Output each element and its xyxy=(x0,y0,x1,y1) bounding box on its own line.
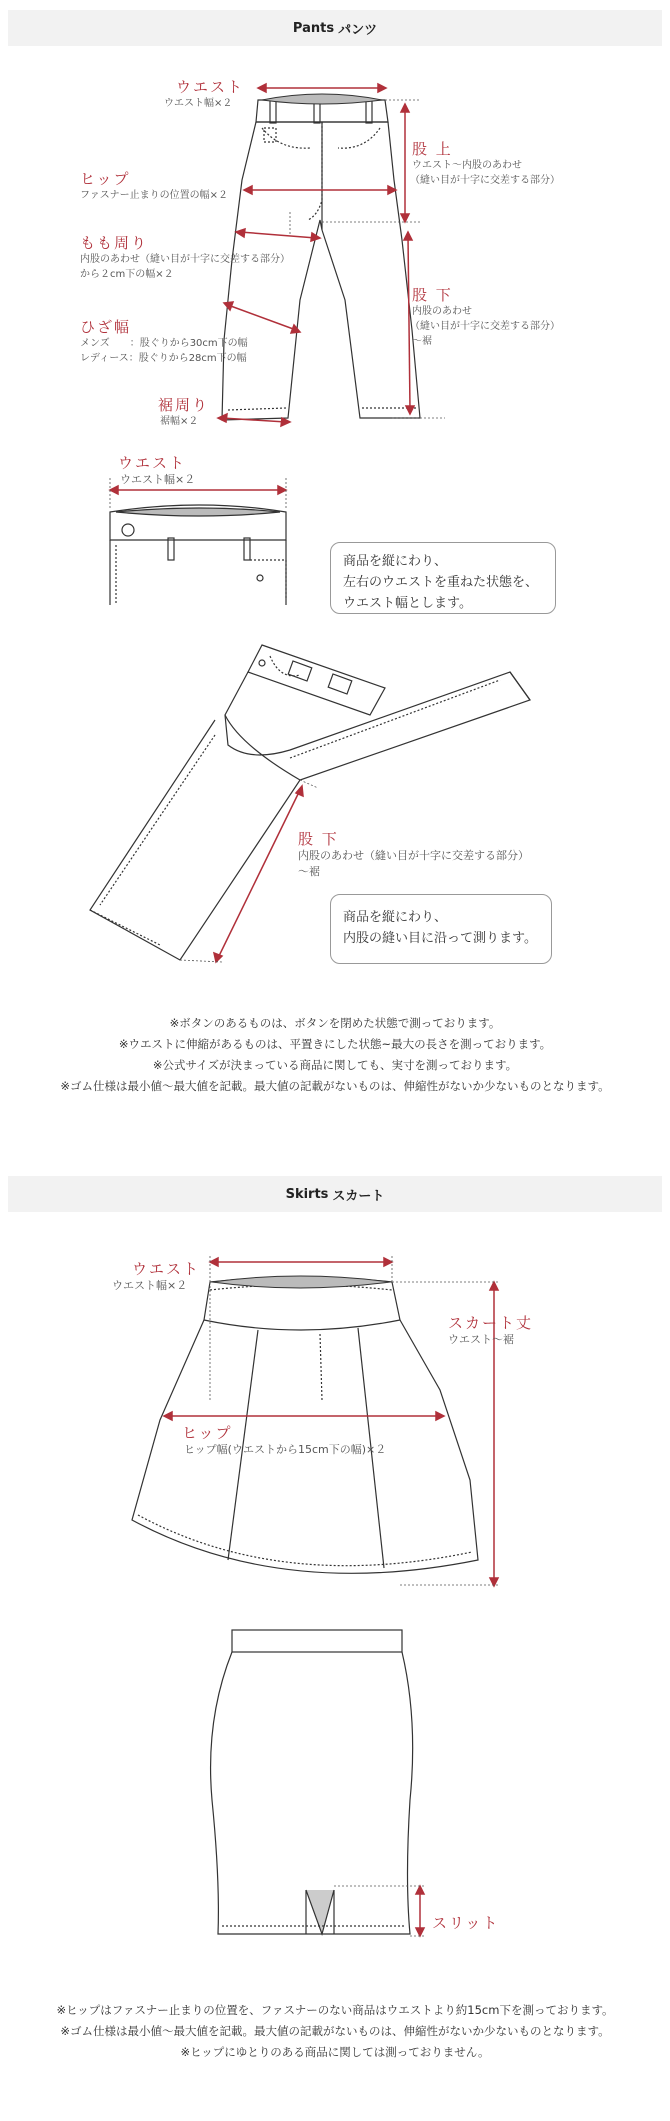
pants-header-en: Pants xyxy=(292,20,335,36)
pants-box2-line1: 商品を縦にわり、 xyxy=(343,910,448,925)
skirt-note-1: ※ヒップはファスナー止まりの位置を、ファスナーのない商品はウエストより約15cm下を測っております。 xyxy=(56,2003,614,2017)
pants-knee-desc2: レディース：股ぐりから28cm下の幅 xyxy=(80,353,247,364)
pants-hem-desc: 裾幅×２ xyxy=(160,416,199,427)
skirts-section-header xyxy=(8,1176,662,1212)
pants-waist2-title: ウエスト xyxy=(118,454,187,472)
pants-inseam-desc3: 〜裾 xyxy=(412,336,432,347)
skirt-waist-title: ウエスト xyxy=(132,1260,201,1278)
pants-box1-line2: 左右のウエストを重ねた状態を、 xyxy=(343,575,539,590)
pants-inseam-note-box xyxy=(330,894,552,964)
skirt-flare-illustration xyxy=(0,1240,670,1600)
skirts-notes xyxy=(0,2000,670,2063)
skirt-note-3: ※ヒップにゆとりのある商品に関しては測っておりません。 xyxy=(180,2045,490,2059)
pants-waist-desc: ウエスト幅×２ xyxy=(164,98,233,109)
pants-inseam-desc1: 内股のあわせ xyxy=(412,306,472,317)
pants-box1-line1: 商品を縦にわり、 xyxy=(343,554,448,569)
pants-waist-note-box xyxy=(330,542,556,614)
skirt-tight-illustration xyxy=(0,1610,670,1950)
skirt-note-2: ※ゴム仕様は最小値〜最大値を記載。最大値の記載がないものは、伸縮性がないか少ないものとなります。 xyxy=(60,2024,610,2038)
skirt-hip-title: ヒップ xyxy=(182,1424,233,1442)
pants-inseam-desc2: （縫い目が十字に交差する部分） xyxy=(410,321,560,332)
pants-inseam-title: 股 下 xyxy=(412,286,453,304)
skirt-hip-desc: ヒップ幅(ウエストから15cm下の幅)×２ xyxy=(184,1443,387,1456)
pants-box1-line3: ウエスト幅とします。 xyxy=(343,596,472,611)
pants-note-3: ※公式サイズが決まっている商品に関しても、実寸を測っております。 xyxy=(152,1058,518,1072)
pants-hip-desc: ファスナー止まりの位置の幅×２ xyxy=(80,190,228,201)
pants-box2-line2: 内股の縫い目に沿って測ります。 xyxy=(343,931,537,946)
pants-section-header xyxy=(8,10,662,46)
skirts-header-en: Skirts xyxy=(285,1186,329,1202)
pants-note-4: ※ゴム仕様は最小値〜最大値を記載。最大値の記載がないものは、伸縮性がないか少ないものとなります。 xyxy=(60,1079,610,1093)
pants-note-1: ※ボタンのあるものは、ボタンを閉めた状態で測っております。 xyxy=(169,1016,501,1030)
pants-inseam2-desc2: 〜裾 xyxy=(298,865,320,878)
pants-note-2: ※ウエストに伸縮があるものは、平置きにした状態~最大の長さを測っております。 xyxy=(118,1037,552,1051)
skirt-length-title: スカート丈 xyxy=(448,1314,534,1332)
pants-waist2-desc: ウエスト幅×２ xyxy=(120,473,196,486)
pants-waist-title: ウエスト xyxy=(176,78,245,96)
pants-knee-desc1: メンズ ：股ぐりから30cm下の幅 xyxy=(80,338,248,349)
skirt-slit-title: スリット xyxy=(432,1914,500,1932)
pants-thigh-desc2: から２cm下の幅×２ xyxy=(80,269,174,280)
skirt-length-desc: ウエスト〜裾 xyxy=(448,1333,514,1346)
pants-thigh-desc1: 内股のあわせ（縫い目が十字に交差する部分） xyxy=(80,254,290,265)
pants-rise-desc1: ウエスト〜内股のあわせ xyxy=(412,160,522,171)
pants-thigh-title: もも周り xyxy=(80,234,149,252)
pants-header-jp: パンツ xyxy=(338,22,378,38)
skirts-header-jp: スカート xyxy=(332,1188,385,1204)
pants-rise-desc2: （縫い目が十字に交差する部分） xyxy=(410,175,560,186)
pants-hip-title: ヒップ xyxy=(80,170,131,188)
pants-rise-title: 股 上 xyxy=(412,140,453,158)
skirt-waist-desc: ウエスト幅×２ xyxy=(112,1279,188,1292)
pants-hem-title: 裾周り xyxy=(158,396,210,414)
pants-inseam2-desc1: 内股のあわせ（縫い目が十字に交差する部分） xyxy=(298,849,529,862)
pants-notes xyxy=(0,1013,670,1097)
pants-inseam2-title: 股 下 xyxy=(298,830,339,848)
pants-knee-title: ひざ幅 xyxy=(80,318,132,336)
